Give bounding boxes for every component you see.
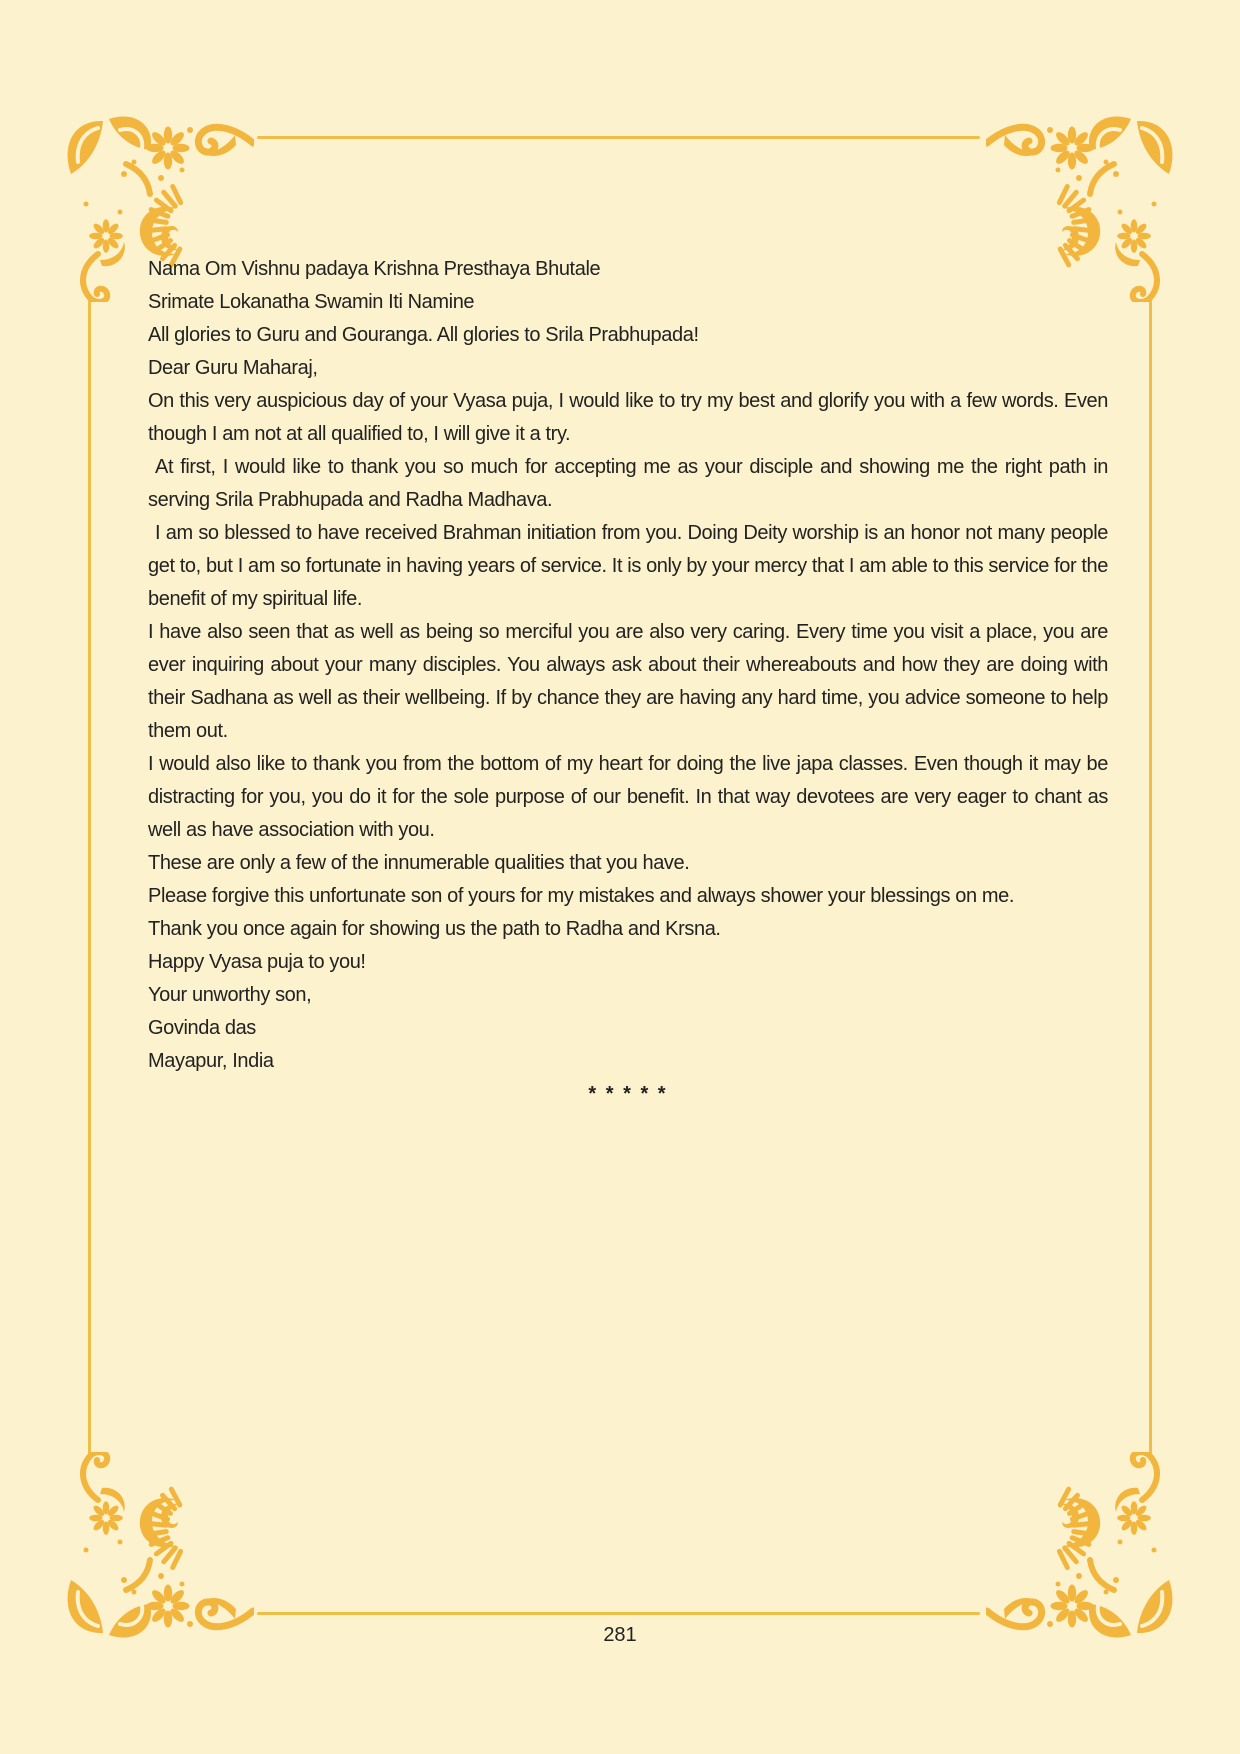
letter-paragraph: On this very auspicious day of your Vyasa puja, I would like to try my best and glorify you with a few words. Even though I am not at all qualified to, I will give it a try. bbox=[148, 390, 1108, 445]
section-separator: * * * * * bbox=[588, 1083, 668, 1105]
salutation: Dear Guru Maharaj, bbox=[148, 357, 318, 379]
letter-paragraph: I have also seen that as well as being so merciful you are also very caring. Every time you visit a place, you are ever inquiring about your many disciples. You always ask about their whereabouts and how they are doing with their Sadhana as well as their wellbeing. If by chance they are having any hard time, you advice someone to help them out. bbox=[148, 621, 1108, 742]
invocation-line: Nama Om Vishnu padaya Krishna Presthaya Bhutale bbox=[148, 258, 601, 280]
letter-paragraph: These are only a few of the innumerable qualities that you have. bbox=[148, 852, 690, 874]
closing-line: Your unworthy son, bbox=[148, 984, 312, 1006]
closing-line: Mayapur, India bbox=[148, 1050, 274, 1072]
page-border-line-bottom bbox=[257, 1612, 980, 1615]
letter-paragraph: Please forgive this unfortunate son of yours for my mistakes and always shower your blessings on me. bbox=[148, 885, 1014, 907]
closing-line: Govinda das bbox=[148, 1017, 256, 1039]
letter-paragraph: Happy Vyasa puja to you! bbox=[148, 951, 366, 973]
page-border-line-right bbox=[1149, 300, 1152, 1454]
invocation-line: Srimate Lokanatha Swamin Iti Namine bbox=[148, 291, 475, 313]
letter-body bbox=[148, 253, 1108, 1111]
letter-paragraph: I am so blessed to have received Brahman initiation from you. Doing Deity worship is an honor not many people get to, but I am so fortunate in having years of service. It is only by your mercy that I am able to this service for the benefit of my spiritual life. bbox=[148, 522, 1108, 610]
page-border-line-left bbox=[88, 300, 91, 1454]
corner-flourish-icon bbox=[986, 1452, 1176, 1642]
letter-paragraph: Thank you once again for showing us the path to Radha and Krsna. bbox=[148, 918, 721, 940]
page-border-line-top bbox=[257, 136, 980, 139]
letter-paragraph: I would also like to thank you from the bottom of my heart for doing the live japa classes. Even though it may be distracting for you, you do it for the sole purpose of our benefit. In that way devotees are very eager to chant as well as have association with you. bbox=[148, 753, 1108, 841]
letter-paragraph: At first, I would like to thank you so much for accepting me as your disciple and showing me the right path in serving Srila Prabhupada and Radha Madhava. bbox=[148, 456, 1108, 511]
glorification-line: All glories to Guru and Gouranga. All glories to Srila Prabhupada! bbox=[148, 324, 699, 346]
page-number: 281 bbox=[603, 1624, 637, 1646]
corner-flourish-icon bbox=[64, 1452, 254, 1642]
